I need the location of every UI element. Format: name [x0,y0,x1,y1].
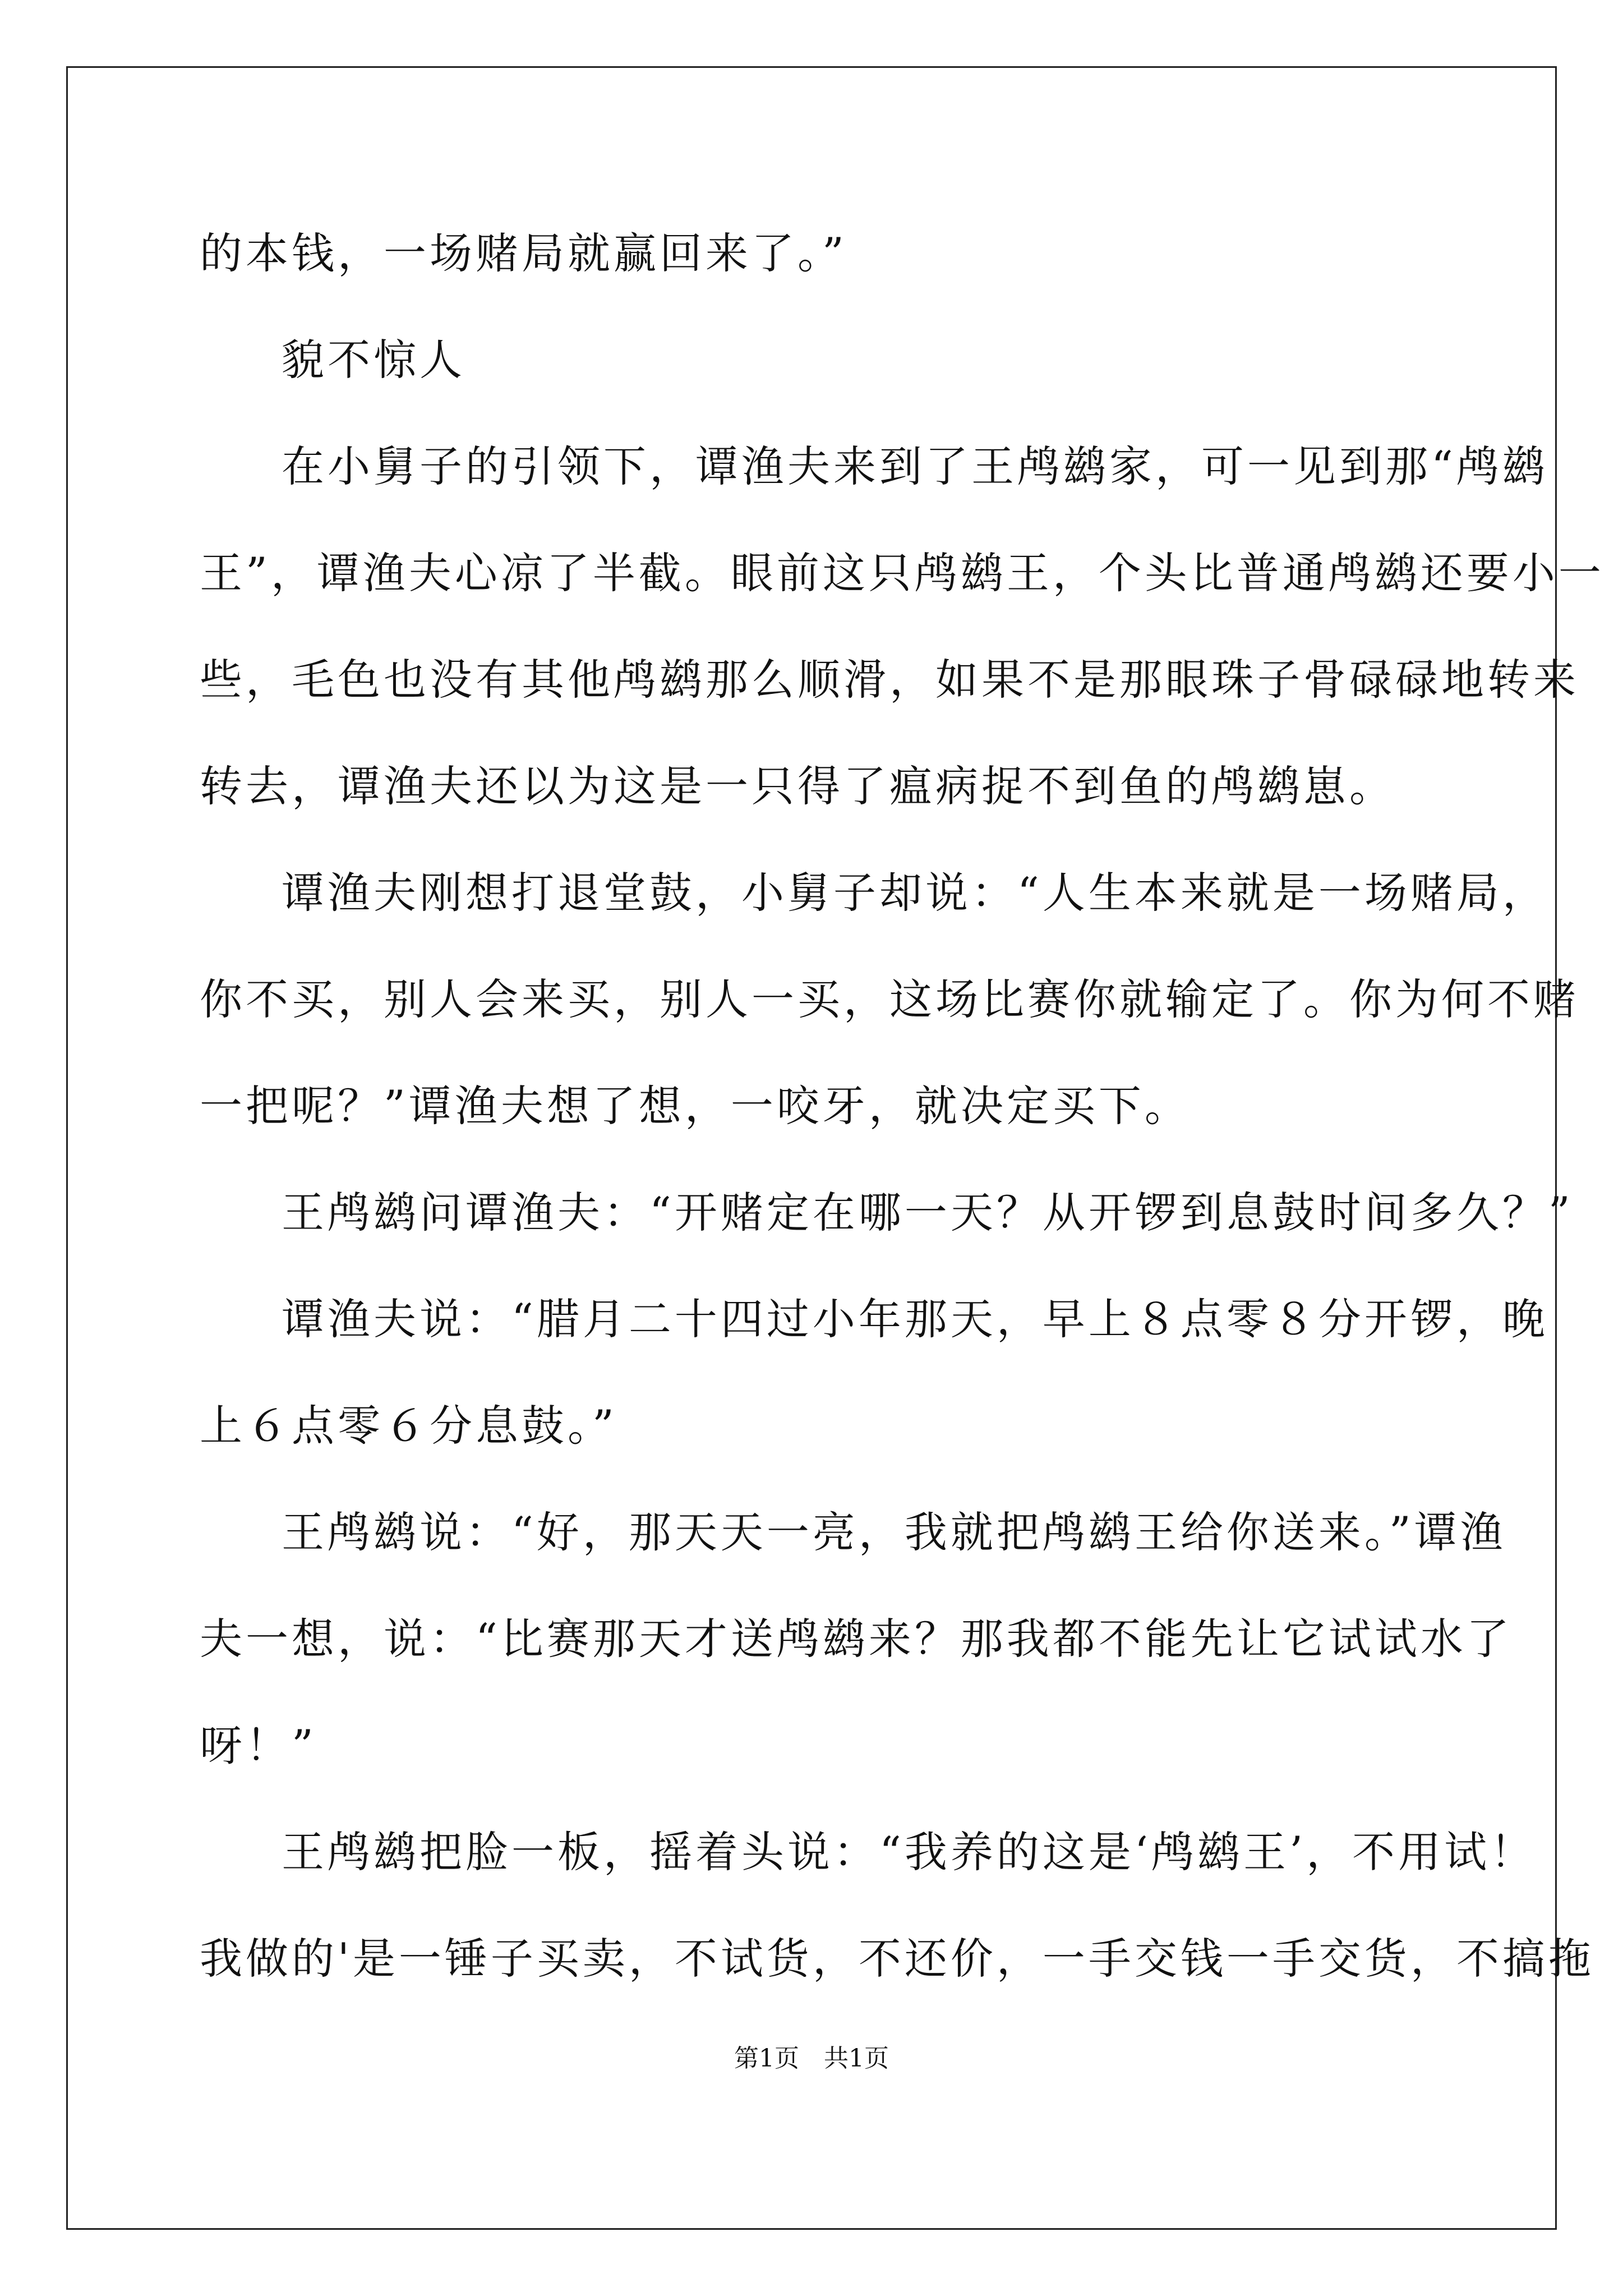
text-line: 谭渔夫说：“腊月二十四过小年那天，早上８点零８分开锣，晚 [282,1294,1548,1344]
text-line: 夫一想，说：“比赛那天才送鸬鹚来？那我都不能先让它试试水了 [200,1614,1513,1664]
text-line: 一把呢？”谭渔夫想了想，一咬牙，就决定买下。 [200,1081,1191,1131]
page-border [66,66,1557,2230]
text-line: 在小舅子的引领下，谭渔夫来到了王鸬鹚家，可一见到那“鸬鹚 [282,441,1548,491]
section-heading: 貌不惊人 [282,335,465,385]
text-line: 些，毛色也没有其他鸬鹚那么顺滑，如果不是那眼珠子骨碌碌地转来 [200,655,1579,705]
text-line: 王”，谭渔夫心凉了半截。眼前这只鸬鹚王，个头比普通鸬鹚还要小一 [200,548,1604,598]
text-line: 呀！” [200,1720,317,1770]
text-line: 的本钱，一场赌局就赢回来了。” [200,228,847,278]
text-line: 谭渔夫刚想打退堂鼓，小舅子却说：“人生本来就是一场赌局， [282,868,1548,918]
page-number-footer: 第1页 共1页 [734,2044,889,2073]
text-line: 王鸬鹚问谭渔夫：“开赌定在哪一天？从开锣到息鼓时间多久？” [282,1188,1574,1237]
text-line: 上６点零６分息鼓。” [200,1401,617,1451]
text-line: 王鸬鹚说：“好，那天天一亮，我就把鸬鹚王给你送来。”谭渔 [282,1507,1506,1557]
text-line: 我做的'是一锤子买卖，不试货，不还价，一手交钱一手交货，不搞拖 [200,1934,1594,1984]
text-line: 你不买，别人会来买，别人一买，这场比赛你就输定了。你为何不赌 [200,974,1579,1024]
text-line: 转去，谭渔夫还以为这是一只得了瘟病捉不到鱼的鸬鹚崽。 [200,761,1395,811]
text-line: 王鸬鹚把脸一板，摇着头说：“我养的这是‘鸬鹚王’，不用试！ [282,1827,1537,1877]
